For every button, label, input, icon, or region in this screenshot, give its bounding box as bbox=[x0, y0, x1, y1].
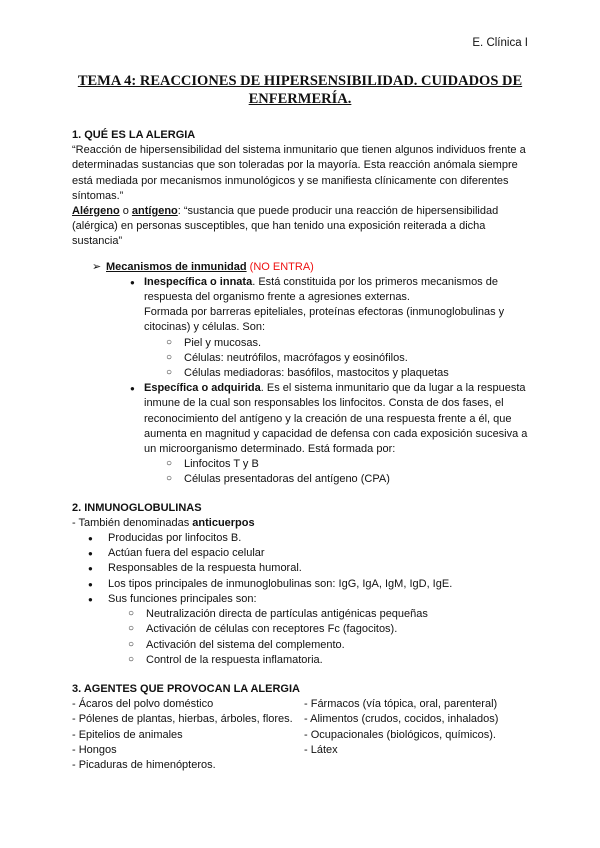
list-item: - Ocupacionales (biológicos, químicos). bbox=[304, 728, 496, 741]
list-item: ○ Linfocitos T y B bbox=[166, 457, 528, 472]
arrow-icon: ➢ bbox=[92, 260, 102, 273]
list-item: ○ Neutralización directa de partículas antigénicas pequeñas bbox=[128, 607, 528, 622]
list-item-acquired: ● Específica o adquirida. Es el sistema inmunitario que da lugar a la respuesta inmune de la cual son responsables los linfocitos. Consta de dos fases, el reconocimiento del antígeno y la creación de una respuesta frente a él, que aumenta en magnitud y capacidad de defensa con cada exposición sucesiva a un microorganismo determinado. Está formada por: ○ Linfocitos T y B ○ Células presentadoras del antígeno (CPA) bbox=[130, 381, 528, 487]
list-item: ● Los tipos principales de inmunoglobulinas son: IgG, IgA, IgM, IgD, IgE. bbox=[88, 577, 528, 592]
list-item: - Picaduras de himenópteros. bbox=[72, 758, 216, 771]
functions-sublist bbox=[128, 607, 528, 668]
not-included-note: (NO ENTRA) bbox=[246, 260, 314, 273]
document-header-course: E. Clínica I bbox=[472, 37, 528, 49]
list-item: ○ Activación del sistema del complemento. bbox=[128, 638, 528, 653]
list-item: ○ Células: neutrófilos, macrófagos y eosinófilos. bbox=[166, 351, 528, 366]
immunoglobulin-intro: - También denominadas anticuerpos bbox=[72, 516, 255, 529]
allergy-definition: “Reacción de hipersensibilidad del sistema inmunitario que tienen algunos individuos frente a determinadas sustancias que son toleradas por la mayoría. Esta reacción anómala siempre está mediada por mecanismos inmunológicos y se manifiesta clínicamente con diferentes síntomas.” bbox=[72, 144, 526, 202]
list-item: - Epitelios de animales bbox=[72, 728, 183, 741]
list-item-innate: ● Inespecífica o innata. Está constituida por los primeros mecanismos de respuesta del organismo frente a agresiones externas. Formada por barreras epiteliales, proteínas efectoras (inmunoglobulinas y citocinas) y células. Son: ○ Piel y mucosas. ○ Células: neutrófilos, macrófagos y eosinófilos. ○ Células mediadoras: basófilos, mastocitos y plaquetas bbox=[130, 275, 528, 381]
innate-sublist bbox=[166, 336, 528, 382]
allergen-term: Alérgeno bbox=[72, 205, 120, 218]
list-item: ● Responsables de la respuesta humoral. bbox=[88, 561, 528, 576]
allergen-definition: Alérgeno o antígeno: “sustancia que puede producir una reacción de hipersensibilidad (alérgica) en personas susceptibles, que han tenido una exposición reiterada a dicha sustancia” bbox=[72, 205, 499, 248]
immunoglobulin-list bbox=[88, 531, 528, 668]
agents-column-2 bbox=[304, 697, 528, 773]
list-item: - Pólenes de plantas, hierbas, árboles, flores. bbox=[72, 713, 293, 726]
document-body bbox=[72, 128, 528, 773]
page-title: TEMA 4: REACCIONES DE HIPERSENSIBILIDAD. CUIDADOS DE ENFERMERÍA. bbox=[77, 73, 523, 107]
list-item: ○ Células mediadoras: basófilos, mastocitos y plaquetas bbox=[166, 366, 528, 381]
list-item: - Ácaros del polvo doméstico bbox=[72, 698, 214, 711]
list-item: ● Actúan fuera del espacio celular bbox=[88, 546, 528, 561]
list-item: ○ Células presentadoras del antígeno (CPA) bbox=[166, 472, 528, 487]
mechanisms-list bbox=[130, 275, 528, 488]
list-item: - Látex bbox=[304, 743, 338, 756]
acquired-sublist bbox=[166, 457, 528, 487]
list-item: ○ Activación de células con receptores Fc (fagocitos). bbox=[128, 622, 528, 637]
list-item: ● Producidas por linfocitos B. bbox=[88, 531, 528, 546]
section2-heading: 2. INMUNOGLOBULINAS bbox=[72, 501, 202, 514]
section3-heading: 3. AGENTES QUE PROVOCAN LA ALERGIA bbox=[72, 682, 300, 695]
list-item: ○ Control de la respuesta inflamatoria. bbox=[128, 653, 528, 668]
section1-heading: 1. QUÉ ES LA ALERGIA bbox=[72, 129, 196, 141]
list-item: ● Sus funciones principales son: ○ Neutralización directa de partículas antigénicas pequeñas ○ Activación de células con receptores Fc (fagocitos). ○ Activación del sistema del complemento. ○ Control de la respuesta inflamatoria. bbox=[88, 592, 528, 668]
antigen-term: antígeno bbox=[131, 205, 178, 218]
list-item: - Hongos bbox=[72, 743, 117, 756]
mechanisms-heading: ➢ Mecanismos de inmunidad (NO ENTRA) bbox=[92, 260, 528, 275]
list-item: ○ Piel y mucosas. bbox=[166, 336, 528, 351]
list-item: - Alimentos (crudos, cocidos, inhalados) bbox=[304, 713, 499, 726]
list-item: - Fármacos (vía tópica, oral, parenteral) bbox=[304, 698, 498, 711]
agents-column-1 bbox=[72, 697, 304, 773]
agents-columns bbox=[72, 697, 528, 773]
